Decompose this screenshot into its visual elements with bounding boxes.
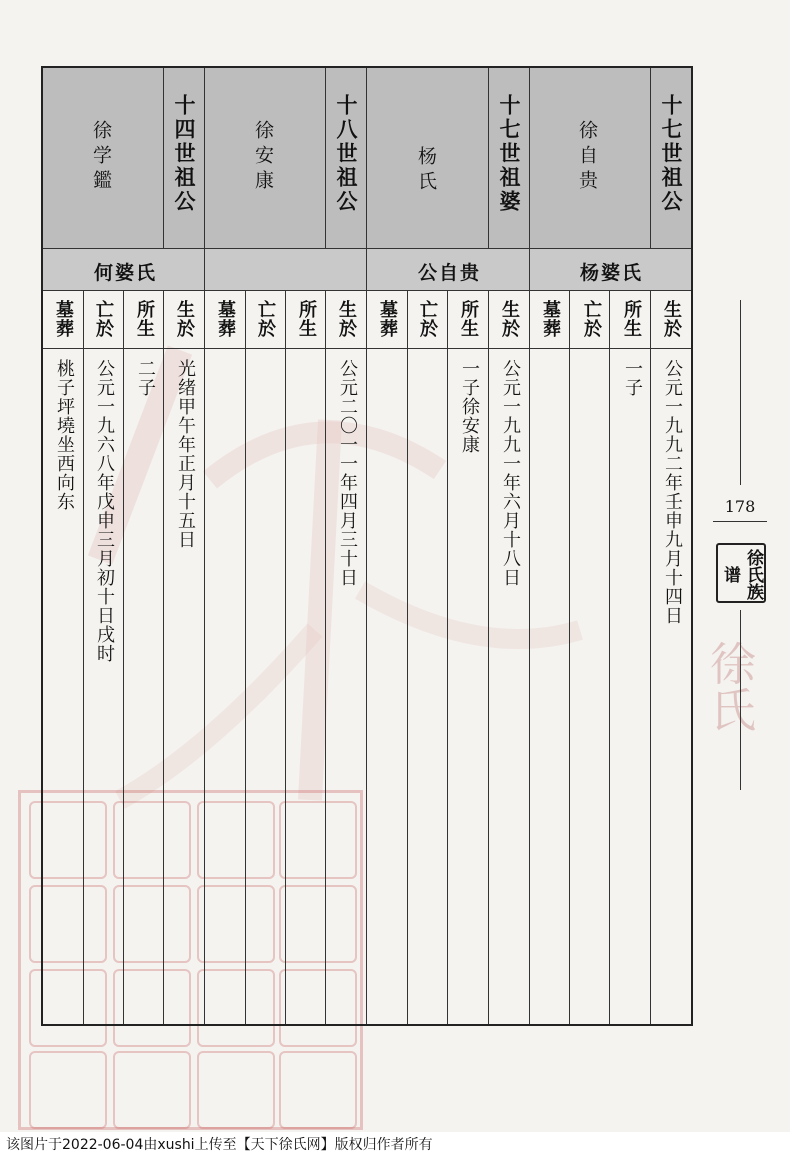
- page-number: 178: [724, 497, 756, 516]
- born-value: 公元一九九一年六月十八日: [500, 359, 521, 587]
- children-label: 所生: [296, 300, 317, 338]
- generation-title: 十四世祖公: [172, 94, 196, 214]
- children-value: 二子: [135, 359, 156, 397]
- children-value: 一子徐安康: [459, 359, 480, 454]
- born-value: 公元一九九二年壬申九月十四日: [662, 359, 683, 625]
- book-title: 徐氏族谱: [720, 549, 763, 600]
- spouse-label: 杨婆氏: [579, 262, 643, 284]
- buried-label: 墓葬: [377, 300, 398, 338]
- side-watermark: 徐氏: [703, 640, 757, 732]
- person-name: 徐学鑑: [90, 120, 112, 195]
- spouse-label: 公自贵: [417, 262, 481, 284]
- spouse-label: 何婆氏: [93, 262, 157, 284]
- died-label: 亡於: [417, 300, 438, 338]
- buried-label: 墓葬: [215, 300, 236, 338]
- person-name: 杨氏: [415, 146, 437, 196]
- born-label: 生於: [661, 300, 682, 338]
- generation-title: 十七世祖公: [659, 94, 683, 214]
- children-label: 所生: [621, 300, 642, 338]
- died-label: 亡於: [255, 300, 276, 338]
- book-title-seal: [716, 543, 766, 603]
- buried-label: 墓葬: [540, 300, 561, 338]
- born-value: 公元二〇一一年四月三十日: [337, 359, 358, 587]
- genealogy-table: [41, 66, 693, 1026]
- buried-value: 桃子坪墝坐西向东: [54, 359, 75, 511]
- person-name: 徐安康: [252, 120, 274, 195]
- born-label: 生於: [336, 300, 357, 338]
- buried-label: 墓葬: [53, 300, 74, 338]
- born-label: 生於: [499, 300, 520, 338]
- died-label: 亡於: [581, 300, 602, 338]
- born-label: 生於: [174, 300, 195, 338]
- died-label: 亡於: [93, 300, 114, 338]
- upload-footer: 该图片于2022-06-04由xushi上传至【天下徐氏网】版权归作者所有: [0, 1132, 790, 1158]
- died-value: 公元一九六八年戊申三月初十日戌时: [94, 359, 115, 663]
- born-value: 光绪甲午年正月十五日: [175, 359, 196, 549]
- person-name: 徐自贵: [576, 120, 598, 195]
- children-label: 所生: [458, 300, 479, 338]
- generation-title: 十七世祖婆: [497, 94, 521, 214]
- generation-title: 十八世祖公: [334, 94, 358, 214]
- children-value: 一子: [622, 359, 643, 397]
- children-label: 所生: [134, 300, 155, 338]
